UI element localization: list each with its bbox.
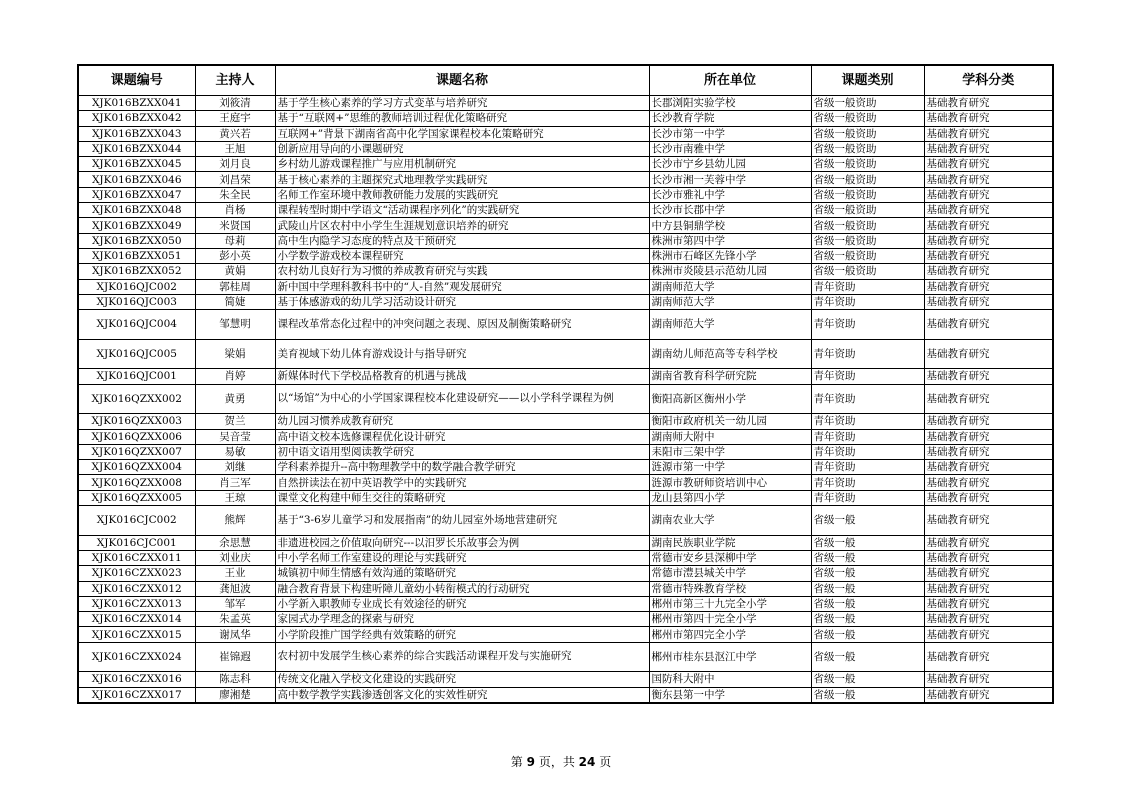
cell-title: 基于“互联网+”思维的教师培训过程优化策略研究: [275, 111, 649, 126]
cell-unit: 长沙市南雅中学: [649, 141, 811, 156]
cell-unit: 常德市特殊教育学校: [649, 581, 811, 596]
cell-id: XJK016QJC005: [78, 339, 195, 369]
cell-unit: 中方县铜鼎学校: [649, 218, 811, 233]
cell-unit: 郴州市第四完全小学: [649, 627, 811, 642]
cell-unit: 常德市澧县城关中学: [649, 566, 811, 581]
table-row: [78, 429, 1053, 444]
cell-host: 肖三军: [195, 475, 275, 490]
cell-category: 青年资助: [811, 475, 924, 490]
cell-category: 省级一般: [811, 506, 924, 536]
cell-unit: 湖南民族职业学院: [649, 535, 811, 550]
cell-id: XJK016QZXX007: [78, 444, 195, 459]
cell-id: XJK016CZXX023: [78, 566, 195, 581]
footer-prefix: 第: [510, 755, 523, 769]
cell-id: XJK016BZXX047: [78, 187, 195, 202]
cell-unit: 郴州市第三十九完全小学: [649, 596, 811, 611]
cell-unit: 长沙市第一中学: [649, 126, 811, 141]
cell-host: 刘筱清: [195, 96, 275, 111]
cell-category: 青年资助: [811, 310, 924, 340]
cell-subject: 基础教育研究: [924, 233, 1053, 248]
cell-unit: 涟源市第一中学: [649, 460, 811, 475]
cell-id: XJK016QJC003: [78, 294, 195, 309]
cell-id: XJK016QZXX008: [78, 475, 195, 490]
cell-title: 高中生内隐学习态度的特点及干预研究: [275, 233, 649, 248]
cell-unit: 国防科大附中: [649, 672, 811, 687]
cell-subject: 基础教育研究: [924, 475, 1053, 490]
table-row: [78, 581, 1053, 596]
cell-subject: 基础教育研究: [924, 429, 1053, 444]
cell-id: XJK016BZXX042: [78, 111, 195, 126]
cell-subject: 基础教育研究: [924, 279, 1053, 294]
table-row: [78, 339, 1053, 369]
cell-unit: 湖南农业大学: [649, 506, 811, 536]
cell-unit: 涟源市教研师资培训中心: [649, 475, 811, 490]
cell-subject: 基础教育研究: [924, 490, 1053, 505]
table-row: [78, 141, 1053, 156]
cell-title: 农村初中发展学生核心素养的综合实践活动课程开发与实施研究: [275, 642, 649, 672]
cell-host: 邹军: [195, 596, 275, 611]
project-table: [77, 64, 1054, 704]
cell-id: XJK016CZXX013: [78, 596, 195, 611]
cell-subject: 基础教育研究: [924, 141, 1053, 156]
cell-host: 郭桂周: [195, 279, 275, 294]
cell-title: 基于体感游戏的幼儿学习活动设计研究: [275, 294, 649, 309]
cell-host: 陈志科: [195, 672, 275, 687]
table-row: [78, 187, 1053, 202]
table-row: [78, 596, 1053, 611]
cell-category: 省级一般: [811, 687, 924, 703]
cell-unit: 株洲市第四中学: [649, 233, 811, 248]
cell-host: 邹慧明: [195, 310, 275, 340]
cell-title: 基于核心素养的主题探究式地理教学实践研究: [275, 172, 649, 187]
cell-subject: 基础教育研究: [924, 550, 1053, 565]
table-row: [78, 384, 1053, 414]
cell-host: 肖婷: [195, 369, 275, 384]
cell-subject: 基础教育研究: [924, 687, 1053, 703]
cell-title: 初中语文语用型阅读教学研究: [275, 444, 649, 459]
cell-category: 省级一般资助: [811, 187, 924, 202]
cell-category: 省级一般: [811, 672, 924, 687]
cell-subject: 基础教育研究: [924, 384, 1053, 414]
cell-unit: 龙山县第四小学: [649, 490, 811, 505]
cell-id: XJK016BZXX046: [78, 172, 195, 187]
cell-title: 高中语文校本选修课程优化设计研究: [275, 429, 649, 444]
cell-id: XJK016BZXX045: [78, 157, 195, 172]
cell-unit: 长沙市长郡中学: [649, 203, 811, 218]
cell-subject: 基础教育研究: [924, 203, 1053, 218]
cell-category: 省级一般: [811, 581, 924, 596]
cell-title: 名师工作室环境中教师教研能力发展的实践研究: [275, 187, 649, 202]
table-row: [78, 369, 1053, 384]
cell-id: XJK016BZXX043: [78, 126, 195, 141]
cell-title: 新中国中学理科教科书中的“人-自然”观发展研究: [275, 279, 649, 294]
cell-id: XJK016BZXX052: [78, 264, 195, 279]
cell-title: 乡村幼儿游戏课程推广与应用机制研究: [275, 157, 649, 172]
table-row: [78, 111, 1053, 126]
cell-unit: 湖南师大附中: [649, 429, 811, 444]
cell-category: 青年资助: [811, 460, 924, 475]
footer-suffix: 页: [599, 755, 612, 769]
cell-category: 省级一般资助: [811, 264, 924, 279]
cell-host: 贺兰: [195, 414, 275, 429]
cell-category: 省级一般: [811, 627, 924, 642]
cell-subject: 基础教育研究: [924, 218, 1053, 233]
cell-id: XJK016CZXX011: [78, 550, 195, 565]
cell-title: 创新应用导向的小课题研究: [275, 141, 649, 156]
cell-subject: 基础教育研究: [924, 294, 1053, 309]
cell-title: 农村幼儿良好行为习惯的养成教育研究与实践: [275, 264, 649, 279]
cell-host: 刘昌荣: [195, 172, 275, 187]
cell-host: 朱全民: [195, 187, 275, 202]
table-row: [78, 126, 1053, 141]
cell-id: XJK016CJC001: [78, 535, 195, 550]
cell-host: 易敏: [195, 444, 275, 459]
table-row: [78, 172, 1053, 187]
table-row: [78, 279, 1053, 294]
cell-subject: 基础教育研究: [924, 264, 1053, 279]
cell-host: 黄勇: [195, 384, 275, 414]
cell-category: 青年资助: [811, 384, 924, 414]
cell-category: 省级一般: [811, 596, 924, 611]
cell-unit: 长郡浏阳实验学校: [649, 96, 811, 111]
cell-unit: 郴州市第四十完全小学: [649, 612, 811, 627]
cell-subject: 基础教育研究: [924, 414, 1053, 429]
cell-id: XJK016QZXX004: [78, 460, 195, 475]
cell-host: 谢凤华: [195, 627, 275, 642]
cell-title: 武陵山片区农村中小学生生涯规划意识培养的研究: [275, 218, 649, 233]
cell-host: 熊辉: [195, 506, 275, 536]
cell-host: 黄娟: [195, 264, 275, 279]
cell-title: 基于“3-6岁儿童学习和发展指南”的幼儿园室外场地营建研究: [275, 506, 649, 536]
cell-title: 家园式办学理念的探索与研究: [275, 612, 649, 627]
cell-id: XJK016CZXX015: [78, 627, 195, 642]
cell-unit: 衡阳市政府机关一幼儿园: [649, 414, 811, 429]
cell-unit: 耒阳市三架中学: [649, 444, 811, 459]
header-subject: 学科分类: [924, 65, 1053, 96]
cell-title: 传统文化融入学校文化建设的实践研究: [275, 672, 649, 687]
header-unit: 所在单位: [649, 65, 811, 96]
table-row: [78, 672, 1053, 687]
cell-host: 肖杨: [195, 203, 275, 218]
cell-subject: 基础教育研究: [924, 248, 1053, 263]
cell-id: XJK016BZXX048: [78, 203, 195, 218]
cell-category: 省级一般资助: [811, 218, 924, 233]
cell-category: 青年资助: [811, 429, 924, 444]
cell-unit: 湖南幼儿师范高等专科学校: [649, 339, 811, 369]
table-row: [78, 203, 1053, 218]
cell-subject: 基础教育研究: [924, 172, 1053, 187]
cell-host: 米贤国: [195, 218, 275, 233]
cell-subject: 基础教育研究: [924, 460, 1053, 475]
table-row: [78, 248, 1053, 263]
cell-id: XJK016BZXX050: [78, 233, 195, 248]
table-row: [78, 506, 1053, 536]
cell-id: XJK016BZXX044: [78, 141, 195, 156]
header-title: 课题名称: [275, 65, 649, 96]
cell-unit: 衡东县第一中学: [649, 687, 811, 703]
cell-id: XJK016QJC001: [78, 369, 195, 384]
cell-host: 廖湘楚: [195, 687, 275, 703]
cell-host: 黄兴若: [195, 126, 275, 141]
cell-title: 小学新入职教师专业成长有效途径的研究: [275, 596, 649, 611]
cell-id: XJK016QJC002: [78, 279, 195, 294]
cell-category: 青年资助: [811, 444, 924, 459]
cell-unit: 湖南师范大学: [649, 279, 811, 294]
cell-unit: 湖南师范大学: [649, 294, 811, 309]
cell-category: 省级一般: [811, 550, 924, 565]
cell-title: 课程转型时期中学语文“活动课程序列化”的实践研究: [275, 203, 649, 218]
cell-subject: 基础教育研究: [924, 96, 1053, 111]
header-category: 课题类别: [811, 65, 924, 96]
cell-unit: 长沙市宁乡县幼儿园: [649, 157, 811, 172]
cell-host: 龚旭波: [195, 581, 275, 596]
cell-unit: 湖南师范大学: [649, 310, 811, 340]
cell-title: 小学阶段推广国学经典有效策略的研究: [275, 627, 649, 642]
cell-category: 省级一般资助: [811, 233, 924, 248]
table-row: [78, 535, 1053, 550]
cell-unit: 长沙教育学院: [649, 111, 811, 126]
cell-subject: 基础教育研究: [924, 581, 1053, 596]
cell-title: 新媒体时代下学校品格教育的机遇与挑战: [275, 369, 649, 384]
cell-title: 学科素养提升--高中物理教学中的数学融合教学研究: [275, 460, 649, 475]
table-row: [78, 444, 1053, 459]
cell-title: 非遗进校园之价值取向研究---以汨罗长乐故事会为例: [275, 535, 649, 550]
cell-id: XJK016CZXX012: [78, 581, 195, 596]
cell-id: XJK016BZXX041: [78, 96, 195, 111]
cell-category: 青年资助: [811, 414, 924, 429]
cell-host: 母莉: [195, 233, 275, 248]
header-id: 课题编号: [78, 65, 195, 96]
cell-title: 课程改革常态化过程中的冲突问题之表现、原因及制衡策略研究: [275, 310, 649, 340]
cell-unit: 长沙市雅礼中学: [649, 187, 811, 202]
cell-subject: 基础教育研究: [924, 566, 1053, 581]
table-row: [78, 490, 1053, 505]
cell-title: 自然拼读法在初中英语教学中的实践研究: [275, 475, 649, 490]
cell-title: 高中数学教学实践渗透创客文化的实效性研究: [275, 687, 649, 703]
cell-subject: 基础教育研究: [924, 187, 1053, 202]
cell-id: XJK016QZXX006: [78, 429, 195, 444]
table-row: [78, 475, 1053, 490]
cell-title: 基于学生核心素养的学习方式变革与培养研究: [275, 96, 649, 111]
cell-host: 简婕: [195, 294, 275, 309]
cell-subject: 基础教育研究: [924, 672, 1053, 687]
cell-host: 刘月良: [195, 157, 275, 172]
table-row: [78, 157, 1053, 172]
cell-category: 省级一般资助: [811, 157, 924, 172]
cell-id: XJK016CZXX017: [78, 687, 195, 703]
footer-page-number: 9: [526, 755, 535, 769]
table-row: [78, 264, 1053, 279]
cell-subject: 基础教育研究: [924, 339, 1053, 369]
cell-category: 省级一般: [811, 642, 924, 672]
cell-id: XJK016QZXX002: [78, 384, 195, 414]
table-row: [78, 414, 1053, 429]
cell-id: XJK016CZXX016: [78, 672, 195, 687]
cell-title: 互联网+”背景下湖南省高中化学国家课程校本化策略研究: [275, 126, 649, 141]
cell-category: 青年资助: [811, 369, 924, 384]
cell-subject: 基础教育研究: [924, 627, 1053, 642]
cell-title: 小学数学游戏校本课程研究: [275, 248, 649, 263]
page-footer: [0, 753, 1122, 770]
cell-host: 王庭宇: [195, 111, 275, 126]
table-row: [78, 310, 1053, 340]
table-row: [78, 294, 1053, 309]
cell-subject: 基础教育研究: [924, 157, 1053, 172]
cell-unit: 衡阳高新区衡州小学: [649, 384, 811, 414]
cell-subject: 基础教育研究: [924, 126, 1053, 141]
cell-host: 刘业庆: [195, 550, 275, 565]
cell-category: 省级一般: [811, 566, 924, 581]
cell-category: 省级一般: [811, 535, 924, 550]
cell-subject: 基础教育研究: [924, 596, 1053, 611]
cell-host: 彭小英: [195, 248, 275, 263]
cell-subject: 基础教育研究: [924, 612, 1053, 627]
cell-subject: 基础教育研究: [924, 369, 1053, 384]
cell-host: 王琼: [195, 490, 275, 505]
cell-unit: 常德市安乡县深柳中学: [649, 550, 811, 565]
cell-category: 省级一般资助: [811, 203, 924, 218]
cell-subject: 基础教育研究: [924, 642, 1053, 672]
cell-title: 融合教育背景下构建听障儿童幼小转衔模式的行动研究: [275, 581, 649, 596]
table-row: [78, 218, 1053, 233]
table-row: [78, 233, 1053, 248]
cell-subject: 基础教育研究: [924, 506, 1053, 536]
cell-title: 城镇初中师生情感有效沟通的策略研究: [275, 566, 649, 581]
table-row: [78, 96, 1053, 111]
cell-category: 省级一般: [811, 612, 924, 627]
table-row: [78, 642, 1053, 672]
cell-host: 朱孟英: [195, 612, 275, 627]
cell-id: XJK016QZXX003: [78, 414, 195, 429]
cell-unit: 株洲市石峰区先锋小学: [649, 248, 811, 263]
cell-subject: 基础教育研究: [924, 111, 1053, 126]
cell-unit: 长沙市湘一芙蓉中学: [649, 172, 811, 187]
cell-id: XJK016CJC002: [78, 506, 195, 536]
cell-host: 王业: [195, 566, 275, 581]
cell-host: 刘继: [195, 460, 275, 475]
cell-host: 王旭: [195, 141, 275, 156]
cell-title: 幼儿园习惯养成教育研究: [275, 414, 649, 429]
cell-category: 青年资助: [811, 294, 924, 309]
footer-mid: 页，共: [538, 755, 575, 769]
header-row: [78, 65, 1053, 96]
cell-category: 省级一般资助: [811, 141, 924, 156]
cell-subject: 基础教育研究: [924, 535, 1053, 550]
cell-category: 青年资助: [811, 490, 924, 505]
cell-subject: 基础教育研究: [924, 444, 1053, 459]
cell-category: 省级一般资助: [811, 248, 924, 263]
cell-category: 省级一般资助: [811, 96, 924, 111]
cell-unit: 郴州市桂东县沤江中学: [649, 642, 811, 672]
cell-category: 省级一般资助: [811, 111, 924, 126]
cell-title: 课堂文化构建中师生交往的策略研究: [275, 490, 649, 505]
cell-id: XJK016CZXX024: [78, 642, 195, 672]
cell-title: 中小学名师工作室建设的理论与实践研究: [275, 550, 649, 565]
cell-host: 余思慧: [195, 535, 275, 550]
cell-id: XJK016CZXX014: [78, 612, 195, 627]
table-row: [78, 687, 1053, 703]
table-body: [78, 96, 1053, 703]
table-row: [78, 550, 1053, 565]
cell-category: 青年资助: [811, 279, 924, 294]
cell-host: 梁娟: [195, 339, 275, 369]
footer-total-pages: 24: [578, 755, 596, 769]
header-host: 主持人: [195, 65, 275, 96]
cell-host: 崔锦遐: [195, 642, 275, 672]
cell-title: 美育视域下幼儿体育游戏设计与指导研究: [275, 339, 649, 369]
cell-category: 省级一般资助: [811, 126, 924, 141]
cell-id: XJK016QZXX005: [78, 490, 195, 505]
table-row: [78, 460, 1053, 475]
cell-title: 以“场馆”为中心的小学国家课程校本化建设研究——以小学科学课程为例: [275, 384, 649, 414]
cell-subject: 基础教育研究: [924, 310, 1053, 340]
cell-id: XJK016BZXX051: [78, 248, 195, 263]
table-row: [78, 566, 1053, 581]
cell-unit: 株洲市炎陵县示范幼儿园: [649, 264, 811, 279]
cell-host: 吴音莹: [195, 429, 275, 444]
table-row: [78, 612, 1053, 627]
cell-category: 青年资助: [811, 339, 924, 369]
cell-id: XJK016BZXX049: [78, 218, 195, 233]
cell-unit: 湖南省教育科学研究院: [649, 369, 811, 384]
cell-category: 省级一般资助: [811, 172, 924, 187]
cell-id: XJK016QJC004: [78, 310, 195, 340]
table-row: [78, 627, 1053, 642]
